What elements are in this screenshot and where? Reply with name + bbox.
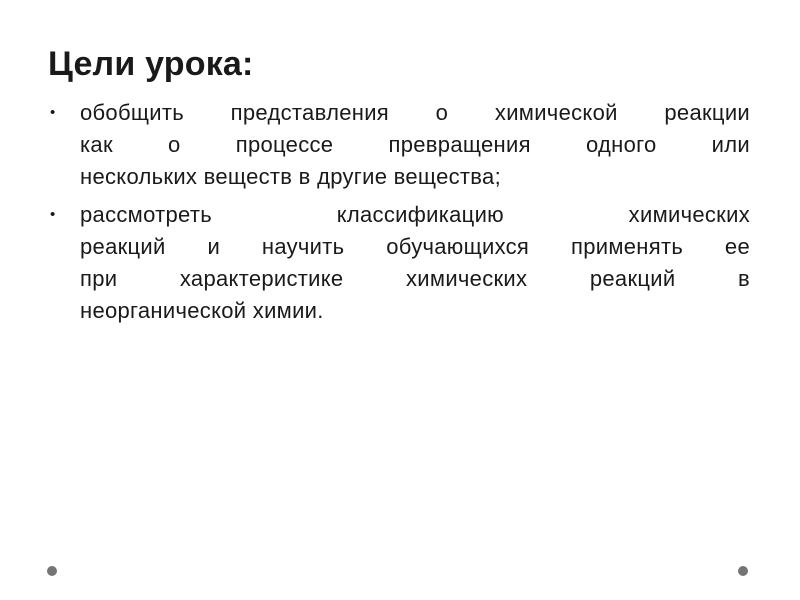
bullet-1-line-1: обобщить представления о химической реакции: [80, 100, 750, 125]
bullet-item-1: [48, 97, 750, 193]
decorative-dot-right: [738, 566, 748, 576]
bullet-2-line-2: реакций и научить обучающихся применять ее: [80, 234, 750, 259]
bullet-item-2: [48, 199, 750, 327]
decorative-dot-left: [47, 566, 57, 576]
bullet-marker: •: [50, 206, 56, 223]
bullet-1-line-3: нескольких веществ в другие вещества;: [80, 164, 501, 189]
bullet-marker: •: [50, 104, 56, 121]
bullet-2-line-4: неорганической химии.: [80, 298, 324, 323]
bullet-text-1: [80, 97, 750, 193]
bullet-text-2: [80, 199, 750, 327]
slide-title: Цели урока:: [48, 45, 254, 83]
bullet-2-line-3: при характеристике химических реакций в: [80, 266, 750, 291]
bullet-1-line-2: как о процессе превращения одного или: [80, 132, 750, 157]
bullet-2-line-1: рассмотреть классификацию химических: [80, 202, 750, 227]
bullet-list: [48, 97, 750, 327]
